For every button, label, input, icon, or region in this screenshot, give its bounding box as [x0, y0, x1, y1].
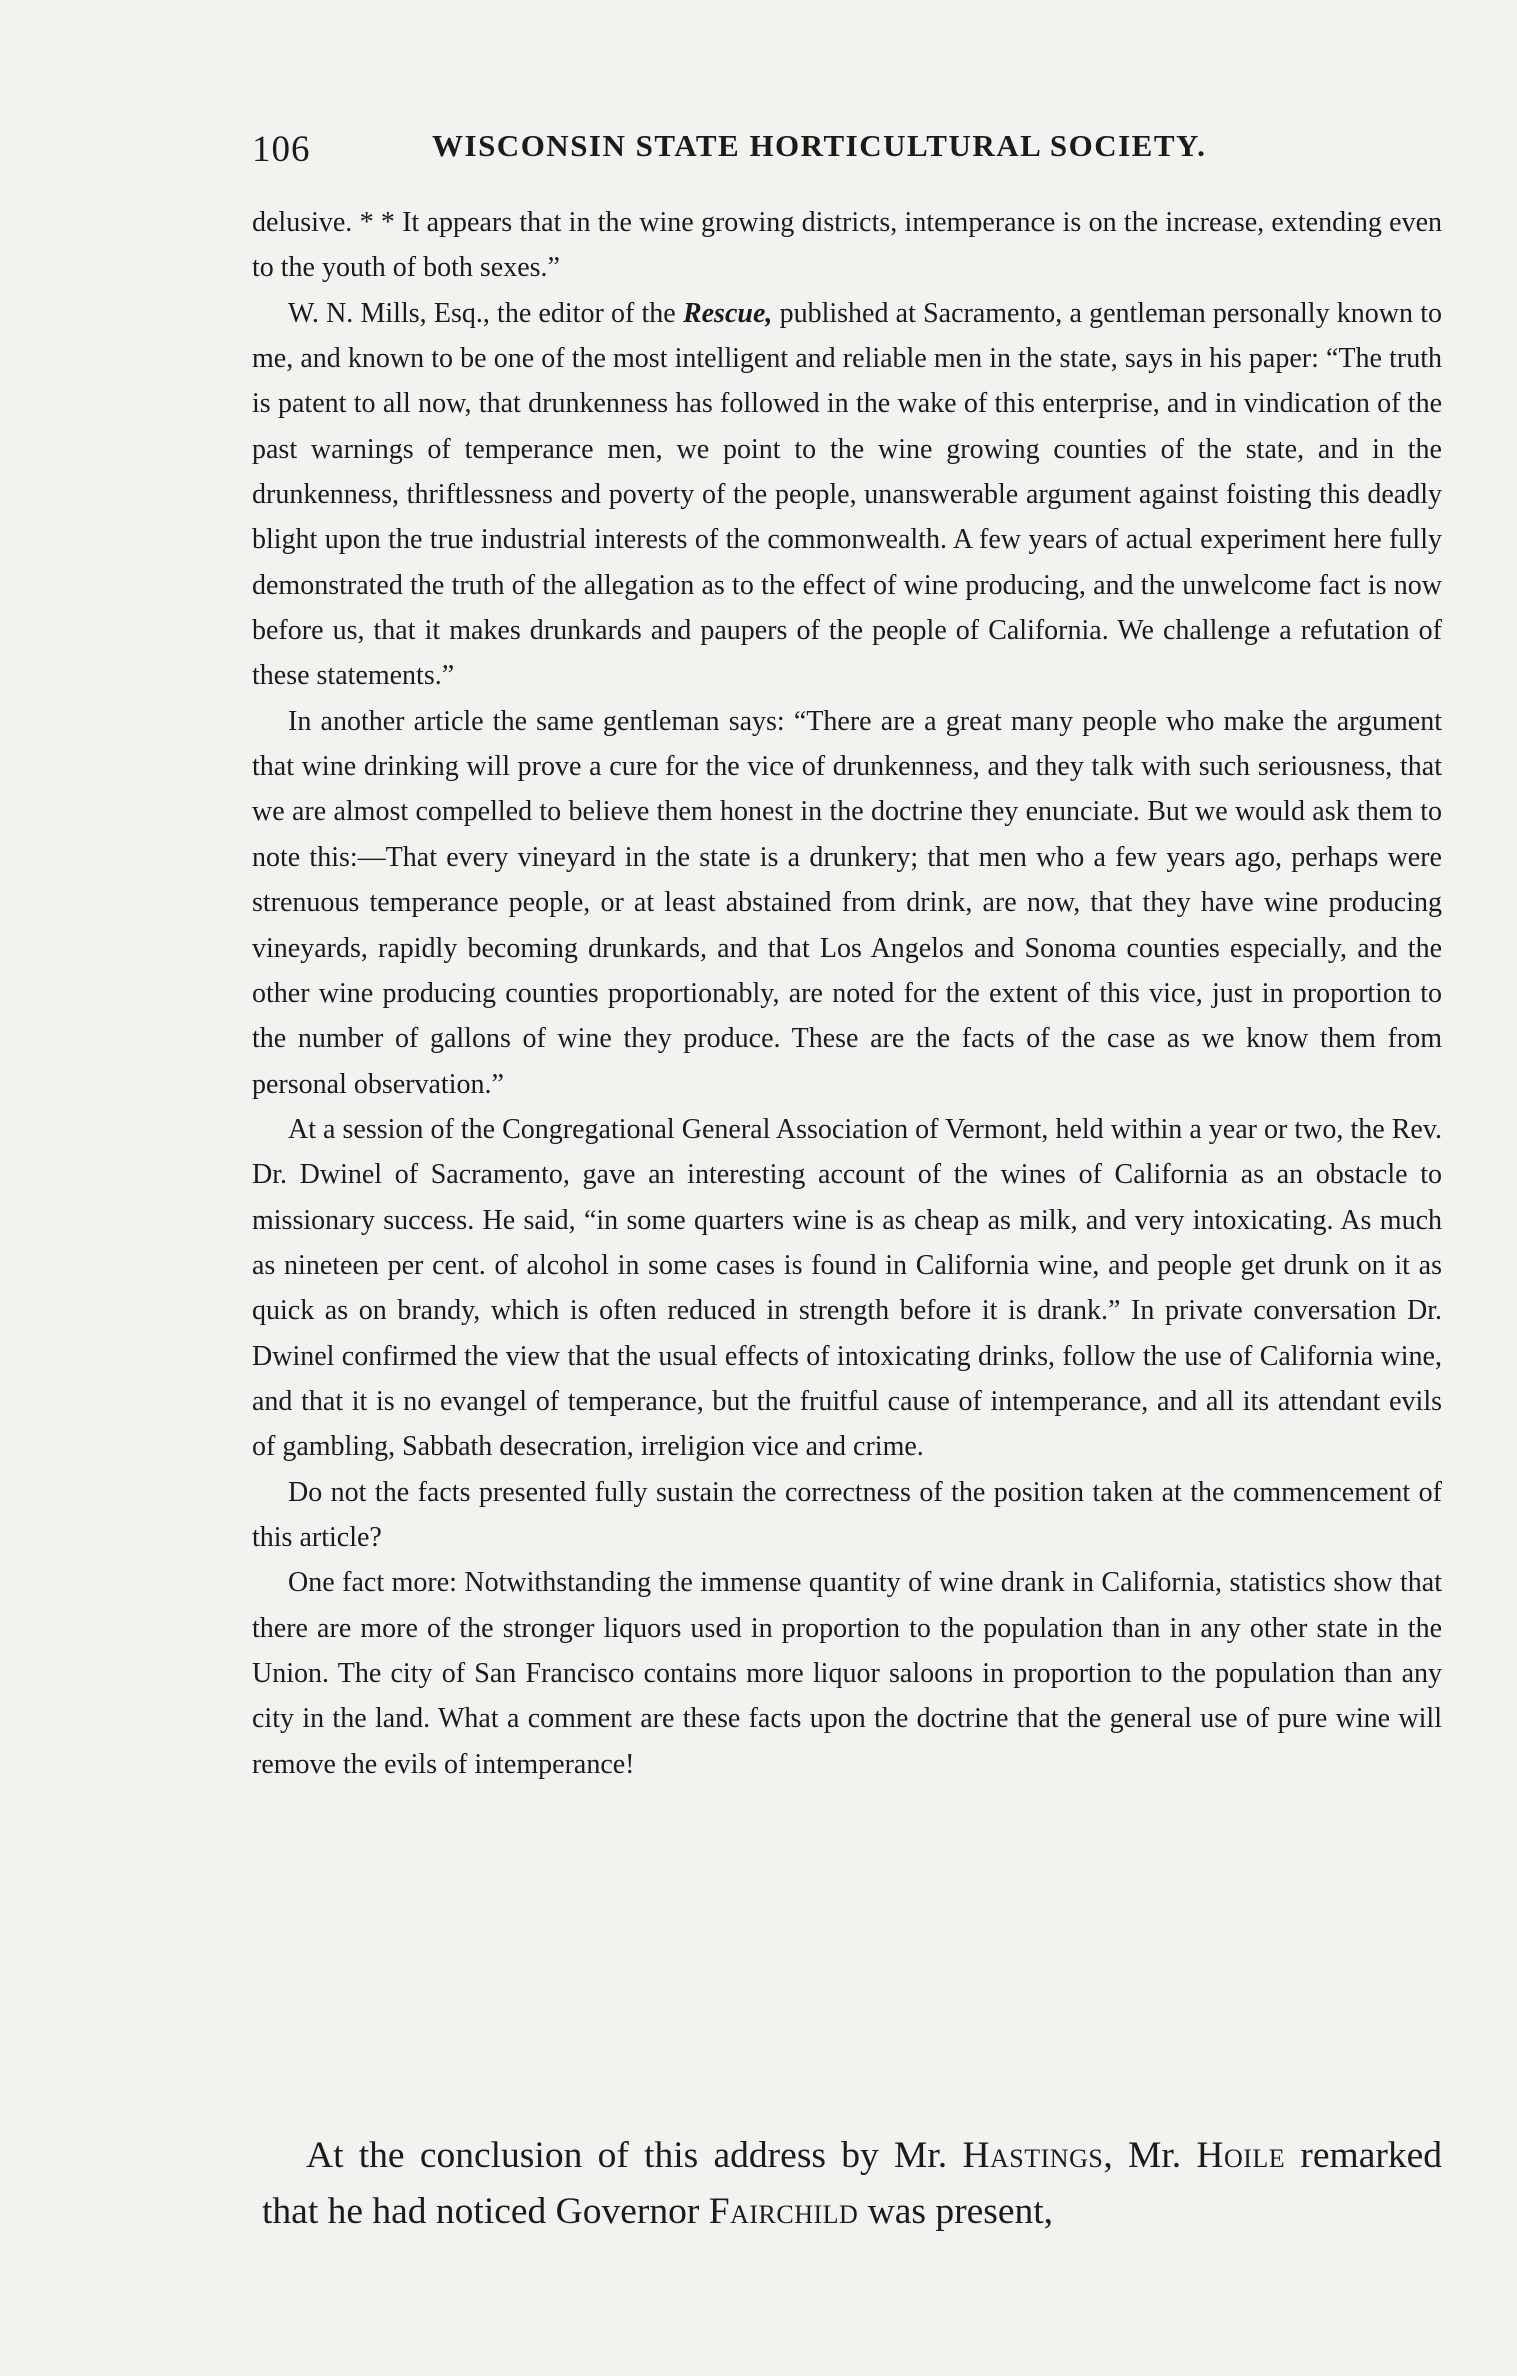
name-hoile: Hoile — [1196, 2135, 1286, 2176]
closing-part-2: , Mr. — [1103, 2135, 1197, 2176]
paragraph-continuation: delusive. * * It appears that in the wine growing districts, intemperance is on the increase, extending even to the youth of both sexes.” — [252, 207, 1442, 284]
paragraph-question: Do not the facts presented fully sustain the correctness of the position taken at the commencement of this article? — [252, 1476, 1442, 1553]
running-head: WISCONSIN STATE HORTICULTURAL SOCIETY. — [432, 128, 1207, 163]
paragraph-mills — [252, 291, 1442, 699]
closing-paragraph — [262, 2128, 1442, 2240]
mills-text-start: W. N. Mills, Esq., the editor of the — [288, 297, 683, 329]
paragraph-vermont-session: At a session of the Congregational General Association of Vermont, held within a year or two, the Rev. Dr. Dwinel of Sacramento, gave an interesting account of the wines of California as an obstacle to missionary success. He said, “in some quarters wine is as cheap as milk, and very intoxicating. As much as nineteen per cent. of alcohol in some cases is found in California wine, and people get drunk on it as quick as on brandy, which is often reduced in strength before it is drank.” In private conversation Dr. Dwinel confirmed the view that the usual effects of intoxicating drinks, follow the use of California wine, and that it is no evangel of temperance, but the fruitful cause of intemperance, and all its attendant evils of gambling, Sabbath desecration, irreligion vice and crime. — [252, 1113, 1442, 1463]
closing-part-3: remarked that he had noticed Governor — [262, 2135, 1443, 2232]
closing-part-1: At the conclusion of this address by Mr. — [306, 2135, 963, 2176]
page-header — [252, 128, 1252, 174]
name-hastings: Hastings — [962, 2135, 1104, 2176]
closing-part-4: was present, — [858, 2191, 1054, 2232]
newspaper-title: Rescue, — [682, 297, 773, 329]
paragraph-another-article: In another article the same gentleman says: “There are a great many people who make the argument that wine drinking will prove a cure for the vice of drunkenness, and they talk with such seriousness, that we are almost compelled to believe them honest in the doctrine they enunciate. But we would ask them to note this:—That every vineyard in the state is a drunkery; that men who a few years ago, perhaps were strenuous temperance people, or at least abstained from drink, are now, that they have wine producing vineyards, rapidly becoming drunkards, and that Los Angelos and Sonoma counties especially, and the other wine producing counties proportionably, are noted for the extent of this vice, just in proportion to the number of gallons of wine they produce. These are the facts of the case as we know them from personal observation.” — [252, 705, 1442, 1100]
closing-text — [262, 2128, 1442, 2240]
paragraph-one-fact-more: One fact more: Notwithstanding the immense quantity of wine drank in California, statistics show that there are more of the stronger liquors used in proportion to the population than in any other state in the Union. The city of San Francisco contains more liquor saloons in proportion to the population than any city in the land. What a comment are these facts upon the doctrine that the general use of pure wine will remove the evils of intemperance! — [252, 1567, 1442, 1780]
mills-text-end: published at Sacramento, a gentleman personally known to me, and known to be one of the most intelligent and reliable men in the state, says in his paper: “The truth is patent to all now, that drunkenness has followed in the wake of this enterprise, and in vindication of the past warnings of temperance men, we point to the wine growing counties of the state, and in the drunkenness, thriftlessness and poverty of the people, unanswerable argument against foisting this deadly blight upon the true industrial interests of the commonwealth. A few years of actual experiment here fully demonstrated the truth of the allegation as to the effect of wine producing, and the unwelcome fact is now before us, that it makes drunkards and paupers of the people of California. We challenge a refutation of these statements.” — [252, 297, 1442, 692]
page-number: 106 — [252, 129, 311, 170]
body-text — [252, 200, 1442, 1787]
name-fairchild: Fairchild — [708, 2191, 859, 2232]
